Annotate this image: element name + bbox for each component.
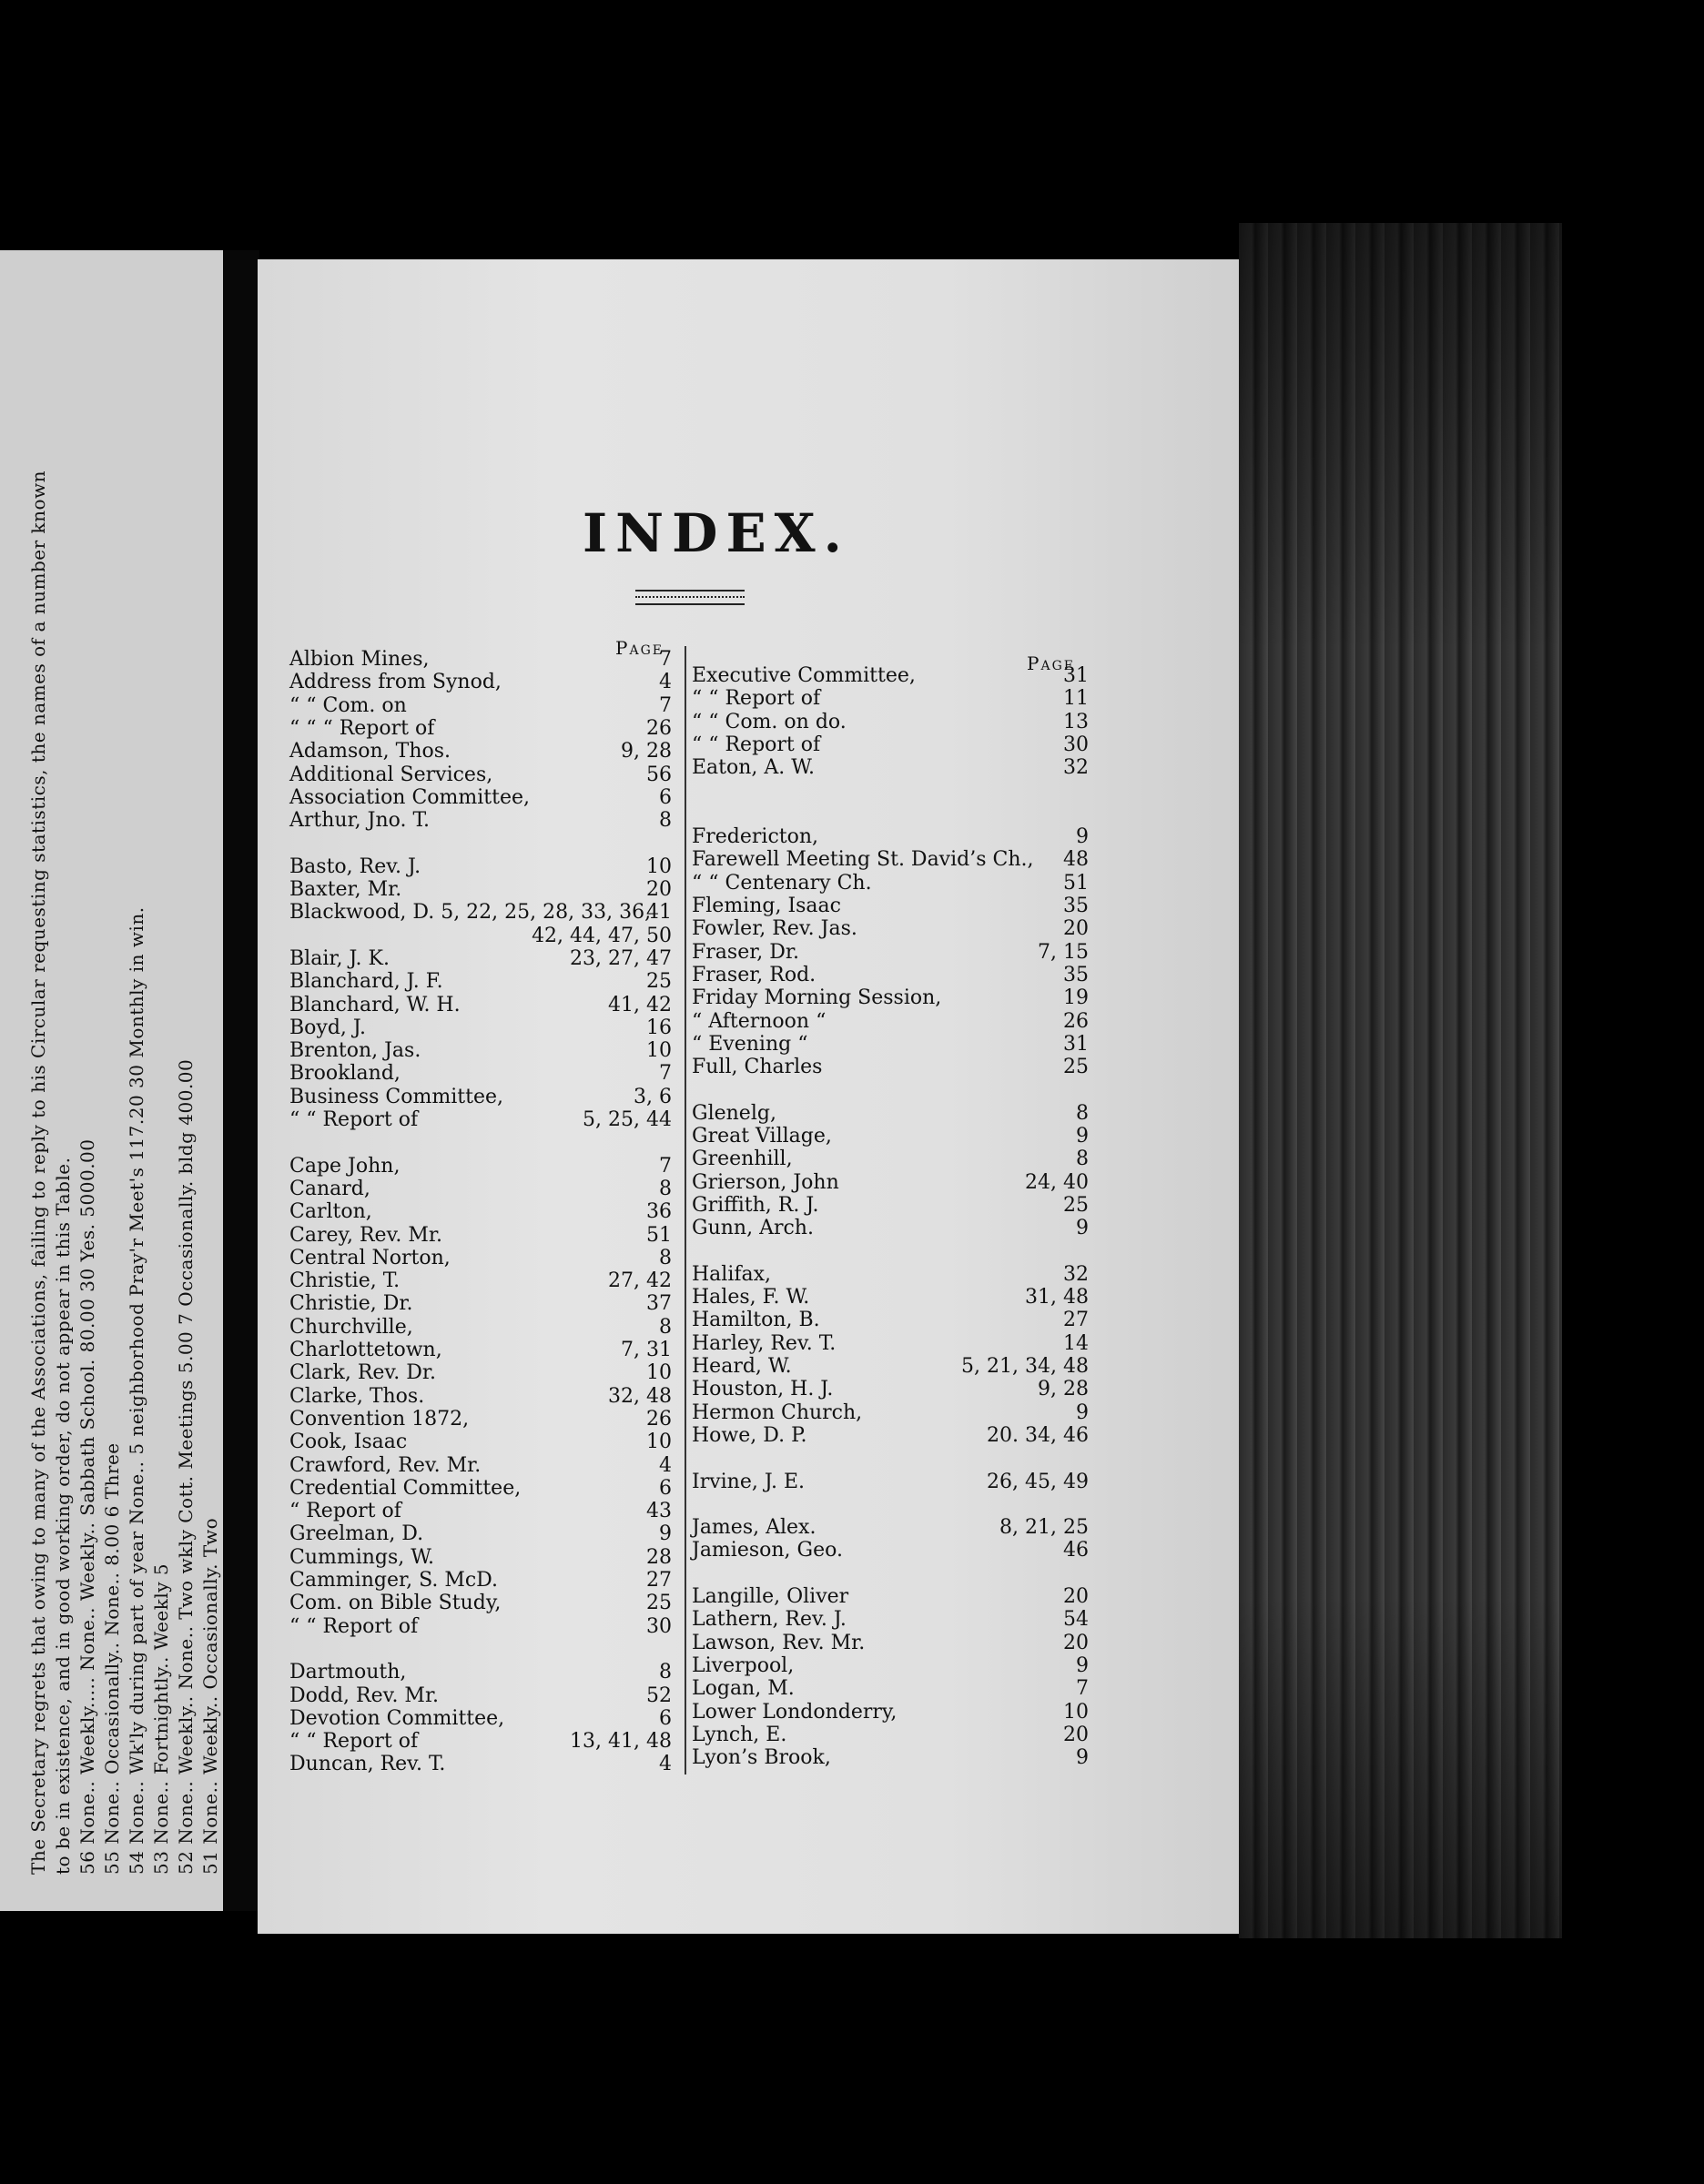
index-entry xyxy=(692,1240,1089,1264)
index-entry xyxy=(289,786,672,810)
table-row: 54 None.. Wk'ly during part of year None.. 5 neighborhood Pray'r Meet's 117.20 30 Monthly in win. xyxy=(126,906,147,1875)
entry-name: Glenelg, xyxy=(692,1101,776,1125)
entry-name: James, Alex. xyxy=(692,1516,816,1540)
index-entry xyxy=(692,1286,1089,1309)
entry-page-number: 4 xyxy=(659,1453,672,1477)
table-row: 51 None.. Weekly.. Occasionally. Two xyxy=(199,1517,221,1875)
page-column-heading: Page xyxy=(615,637,664,659)
entry-page-number: 14 xyxy=(1063,1331,1089,1355)
index-entry xyxy=(289,648,672,672)
entry-page-number: 9, 28 xyxy=(1038,1378,1089,1401)
entry-name: Arthur, Jno. T. xyxy=(289,809,430,833)
index-entry xyxy=(289,809,672,833)
index-entry xyxy=(289,1546,672,1570)
entry-page-number: 43 xyxy=(646,1500,672,1523)
entry-name: Fraser, Rod. xyxy=(692,963,816,986)
entry-name: Address from Synod, xyxy=(289,671,502,694)
entry-name: Lower Londonderry, xyxy=(692,1700,898,1724)
entry-page-number: 26 xyxy=(1063,1009,1089,1033)
index-entry xyxy=(692,825,1089,849)
entry-name: Brenton, Jas. xyxy=(289,1039,421,1063)
entry-name: Irvine, J. E. xyxy=(692,1470,805,1493)
index-entry xyxy=(692,1217,1089,1240)
index-entry xyxy=(289,763,672,787)
entry-name: Carlton, xyxy=(289,1200,372,1224)
entry-page-number: 9 xyxy=(1076,1653,1089,1677)
entry-name: “ “ Report of xyxy=(289,1108,419,1131)
index-entry xyxy=(692,1056,1089,1079)
index-entry xyxy=(692,1724,1089,1747)
index-entry xyxy=(692,1401,1089,1425)
title-rule xyxy=(635,596,745,598)
index-entry xyxy=(692,1539,1089,1562)
entry-page-number: 7, 31 xyxy=(621,1339,672,1361)
entry-name: Halifax, xyxy=(692,1262,772,1286)
index-entry xyxy=(289,1269,672,1293)
index-entry xyxy=(692,780,1089,804)
entry-page-number: 3, 6 xyxy=(634,1085,672,1108)
entry-name: Credential Committee, xyxy=(289,1476,522,1500)
entry-name: Brookland, xyxy=(289,1062,401,1086)
index-entry xyxy=(692,848,1089,872)
index-entry xyxy=(289,878,672,902)
entry-page-number: 10 xyxy=(1063,1700,1089,1724)
entry-name: “ “ Report of xyxy=(692,733,821,756)
entry-name: Convention 1872, xyxy=(289,1407,470,1431)
entry-name: Fraser, Dr. xyxy=(692,940,800,964)
entry-page-number: 8 xyxy=(1076,1148,1089,1171)
entry-name: “ Evening “ xyxy=(692,1032,808,1056)
entry-name: Com. on Bible Study, xyxy=(289,1592,502,1615)
entry-page-number: 13 xyxy=(1063,710,1089,733)
entry-page-number: 20 xyxy=(1063,1631,1089,1654)
index-entry xyxy=(692,1332,1089,1356)
index-entry xyxy=(289,1431,672,1454)
entry-page-number: 4 xyxy=(659,1753,672,1776)
index-entry xyxy=(289,1178,672,1201)
entry-name: Christie, T. xyxy=(289,1269,401,1293)
entry-page-number: 31 xyxy=(1063,664,1089,687)
entry-name: Devotion Committee, xyxy=(289,1706,505,1730)
index-entry xyxy=(692,756,1089,780)
entry-page-number: 31, 48 xyxy=(1025,1286,1089,1309)
entry-page-number: 54 xyxy=(1063,1608,1089,1632)
index-entry xyxy=(289,1361,672,1385)
left-page xyxy=(0,250,223,1911)
entry-name: Grierson, John xyxy=(692,1170,839,1194)
entry-page-number: 31 xyxy=(1063,1032,1089,1056)
index-entry xyxy=(289,694,672,718)
index-entry xyxy=(289,1408,672,1431)
entry-page-number: 25 xyxy=(646,1592,672,1615)
index-entry xyxy=(289,1108,672,1132)
entry-page-number: 28 xyxy=(646,1545,672,1569)
entry-page-number: 42, 44, 47, 50 xyxy=(532,924,672,947)
index-entry xyxy=(692,895,1089,918)
index-entry xyxy=(692,1585,1089,1609)
entry-page-number: 25 xyxy=(646,970,672,994)
index-entry xyxy=(289,901,672,925)
page-column-heading: Page xyxy=(1027,652,1075,674)
index-entry xyxy=(289,1224,672,1248)
entry-name: Executive Committee, xyxy=(692,664,916,687)
index-entry xyxy=(289,1200,672,1224)
entry-page-number: 8 xyxy=(1076,1101,1089,1125)
index-entry xyxy=(692,1654,1089,1678)
table-row: to be in existence, and in good working order, do not appear in this Table. xyxy=(52,1157,74,1875)
index-entry xyxy=(289,1086,672,1109)
entry-name: Blanchard, W. H. xyxy=(289,993,461,1016)
entry-page-number: 20 xyxy=(1063,1723,1089,1746)
entry-page-number: 26 xyxy=(646,1407,672,1431)
index-entry xyxy=(692,1471,1089,1494)
table-row: 52 None.. Weekly.. None.. Two wkly Cott. Meetings 5.00 7 Occasionally. bldg 400.00 xyxy=(175,1058,197,1875)
index-entry xyxy=(692,1125,1089,1148)
entry-name: Churchville, xyxy=(289,1315,413,1339)
entry-name: Griffith, R. J. xyxy=(692,1193,819,1217)
index-entry xyxy=(289,970,672,994)
entry-name: Logan, M. xyxy=(692,1677,795,1701)
entry-page-number: 11 xyxy=(1063,687,1089,711)
entry-name: “ “ Com. on xyxy=(289,693,407,717)
index-entry xyxy=(692,1078,1089,1102)
table-row: The Secretary regrets that owing to many of the Associations, failing to reply to his Circular requesting statistics, the names of a number known xyxy=(27,470,49,1875)
entry-page-number: 20 xyxy=(1063,1585,1089,1608)
entry-page-number: 51 xyxy=(646,1223,672,1247)
entry-page-number: 6 xyxy=(659,1706,672,1730)
index-entry xyxy=(692,1493,1089,1517)
entry-name: Additional Services, xyxy=(289,763,493,786)
entry-page-number: 5, 25, 44 xyxy=(583,1108,672,1131)
entry-name: Liverpool, xyxy=(692,1653,795,1677)
index-entry xyxy=(692,1148,1089,1171)
index-entry xyxy=(289,1592,672,1615)
index-entry xyxy=(289,1569,672,1592)
entry-name: Fowler, Rev. Jas. xyxy=(692,917,857,941)
index-entry xyxy=(692,1516,1089,1540)
entry-page-number: 46 xyxy=(1063,1539,1089,1562)
entry-page-number: 16 xyxy=(646,1016,672,1039)
entry-page-number: 6 xyxy=(659,1476,672,1500)
entry-page-number: 20 xyxy=(1063,917,1089,941)
entry-name: Lynch, E. xyxy=(692,1723,787,1746)
entry-page-number: 35 xyxy=(1063,963,1089,986)
entry-page-number: 37 xyxy=(646,1292,672,1316)
index-entry xyxy=(289,994,672,1017)
entry-name: Carey, Rev. Mr. xyxy=(289,1223,442,1247)
entry-page-number: 9 xyxy=(1076,1125,1089,1148)
column-divider xyxy=(685,646,686,1774)
entry-page-number: 26 xyxy=(646,716,672,740)
index-entry xyxy=(289,1292,672,1316)
entry-page-number: 30 xyxy=(646,1614,672,1638)
index-entry xyxy=(289,855,672,879)
index-entry xyxy=(289,1522,672,1546)
index-entry xyxy=(692,1010,1089,1034)
entry-page-number: 10 xyxy=(646,1039,672,1063)
entry-name: Lawson, Rev. Mr. xyxy=(692,1631,866,1654)
entry-name: Howe, D. P. xyxy=(692,1423,807,1447)
table-row: 55 None.. Occasionally.. None.. 8.00 6 Three xyxy=(101,1442,123,1875)
index-entry xyxy=(692,1632,1089,1655)
index-entry xyxy=(289,717,672,741)
page-title: INDEX. xyxy=(583,502,850,564)
index-entry xyxy=(289,1661,672,1684)
index-entry xyxy=(692,964,1089,987)
entry-page-number: 7, 15 xyxy=(1038,940,1089,964)
entry-name: “ Afternoon “ xyxy=(692,1009,827,1033)
index-entry xyxy=(289,1454,672,1478)
entry-name: Langille, Oliver xyxy=(692,1585,849,1608)
index-entry xyxy=(289,1753,672,1776)
index-entry xyxy=(289,1385,672,1409)
entry-name: Cape John, xyxy=(289,1154,401,1178)
entry-name: Charlottetown, xyxy=(289,1339,442,1361)
entry-name: Boyd, J. xyxy=(289,1016,367,1039)
index-entry xyxy=(692,1701,1089,1724)
entry-name: Eaton, A. W. xyxy=(692,756,816,780)
entry-name: Dartmouth, xyxy=(289,1661,407,1684)
entry-name: Baxter, Mr. xyxy=(289,878,402,901)
index-entry xyxy=(692,1424,1089,1448)
index-entry xyxy=(289,1062,672,1086)
entry-page-number: 27, 42 xyxy=(608,1269,672,1293)
index-entry xyxy=(692,1677,1089,1701)
entry-name: Lyon’s Brook, xyxy=(692,1746,831,1770)
book-gutter xyxy=(223,250,259,1911)
index-entry xyxy=(289,1615,672,1639)
entry-name: Clark, Rev. Dr. xyxy=(289,1361,436,1385)
index-entry xyxy=(692,711,1089,734)
index-entry xyxy=(289,1638,672,1662)
entry-page-number: 10 xyxy=(646,1361,672,1385)
index-entry xyxy=(289,1707,672,1731)
index-entry xyxy=(289,1155,672,1178)
index-entry xyxy=(692,664,1089,688)
entry-name: Blackwood, D. 5, 22, 25, 28, 33, 36, xyxy=(289,901,652,925)
entry-name: Greelman, D. xyxy=(289,1522,424,1546)
entry-page-number: 9 xyxy=(1076,1746,1089,1770)
entry-name: Fleming, Isaac xyxy=(692,895,841,917)
index-entry xyxy=(289,1684,672,1708)
entry-page-number: 8 xyxy=(659,1246,672,1269)
entry-page-number: 32 xyxy=(1063,1262,1089,1286)
index-entry xyxy=(692,1378,1089,1401)
entry-page-number: 20. 34, 46 xyxy=(987,1423,1089,1447)
entry-page-number: 41 xyxy=(646,901,672,925)
entry-name: Hales, F. W. xyxy=(692,1286,810,1309)
index-entry xyxy=(692,1263,1089,1287)
entry-page-number: 10 xyxy=(646,854,672,878)
index-entry xyxy=(289,1316,672,1340)
index-entry xyxy=(692,687,1089,711)
index-entry xyxy=(289,1131,672,1155)
entry-page-number: 7 xyxy=(1076,1677,1089,1701)
index-entry xyxy=(692,1746,1089,1770)
index-entry xyxy=(289,740,672,763)
entry-page-number: 9 xyxy=(1076,1217,1089,1240)
entry-name: Heard, W. xyxy=(692,1355,792,1378)
index-entry xyxy=(692,1102,1089,1126)
entry-name: Hamilton, B. xyxy=(692,1309,820,1332)
entry-page-number: 13, 41, 48 xyxy=(570,1730,672,1754)
index-entry xyxy=(692,803,1089,826)
entry-name: “ “ Report of xyxy=(692,687,821,711)
entry-page-number: 32, 48 xyxy=(608,1384,672,1408)
entry-page-number: 8 xyxy=(659,1177,672,1200)
entry-page-number: 27 xyxy=(1063,1309,1089,1332)
entry-name: Fredericton, xyxy=(692,825,819,849)
entry-name: Gunn, Arch. xyxy=(692,1217,814,1240)
entry-name: “ “ Com. on do. xyxy=(692,710,847,733)
index-entry xyxy=(289,1339,672,1362)
entry-page-number: 6 xyxy=(659,785,672,809)
index-entry xyxy=(289,947,672,971)
entry-page-number: 9, 28 xyxy=(621,740,672,763)
entry-page-number: 25 xyxy=(1063,1056,1089,1079)
entry-page-number: 7 xyxy=(659,693,672,717)
index-entry xyxy=(692,1171,1089,1195)
entry-page-number: 8 xyxy=(659,1315,672,1339)
table-row: 56 None.. Weekly..... None.. Weekly.. Sabbath School. 80.00 30 Yes. 5000.00 xyxy=(76,1138,98,1875)
entry-name: Adamson, Thos. xyxy=(289,740,451,763)
entry-page-number: 48 xyxy=(1063,848,1089,872)
entry-name: Association Committee, xyxy=(289,785,531,809)
entry-name: Blanchard, J. F. xyxy=(289,970,443,994)
index-entry xyxy=(289,1247,672,1270)
entry-name: Friday Morning Session, xyxy=(692,986,942,1010)
index-entry xyxy=(289,1039,672,1063)
entry-page-number: 10 xyxy=(646,1431,672,1454)
index-entry xyxy=(289,671,672,694)
entry-name: Christie, Dr. xyxy=(289,1292,413,1316)
entry-page-number: 25 xyxy=(1063,1193,1089,1217)
entry-name: Great Village, xyxy=(692,1125,832,1148)
entry-page-number: 26, 45, 49 xyxy=(987,1470,1089,1493)
entry-page-number: 4 xyxy=(659,671,672,694)
entry-page-number: 41, 42 xyxy=(608,993,672,1016)
entry-page-number: 8 xyxy=(659,1661,672,1684)
entry-page-number: 32 xyxy=(1063,756,1089,780)
index-entry xyxy=(692,1608,1089,1632)
entry-name: “ “ Centenary Ch. xyxy=(692,871,872,895)
entry-name: Duncan, Rev. T. xyxy=(289,1753,446,1776)
entry-page-number: 9 xyxy=(1076,1400,1089,1424)
index-entry xyxy=(289,1730,672,1754)
index-entry xyxy=(289,925,672,948)
index-entry xyxy=(289,1500,672,1523)
entry-name: Greenhill, xyxy=(692,1148,793,1171)
entry-page-number: 36 xyxy=(646,1200,672,1224)
index-entry xyxy=(289,1016,672,1040)
index-entry xyxy=(692,1309,1089,1332)
entry-name: “ “ “ Report of xyxy=(289,716,435,740)
entry-name: Business Committee, xyxy=(289,1085,503,1108)
index-entry xyxy=(692,872,1089,895)
index-entry xyxy=(692,1562,1089,1586)
entry-page-number: 24, 40 xyxy=(1025,1170,1089,1194)
entry-page-number: 56 xyxy=(646,763,672,786)
entry-name: Crawford, Rev. Mr. xyxy=(289,1453,482,1477)
entry-page-number: 8, 21, 25 xyxy=(999,1516,1089,1540)
entry-page-number: 52 xyxy=(646,1684,672,1707)
entry-page-number: 7 xyxy=(659,1154,672,1178)
entry-name: Cummings, W. xyxy=(289,1545,435,1569)
entry-name: Houston, H. J. xyxy=(692,1378,834,1401)
entry-page-number: 35 xyxy=(1063,895,1089,917)
index-entry xyxy=(692,1033,1089,1057)
index-entry xyxy=(692,941,1089,965)
index-entry xyxy=(692,733,1089,757)
entry-page-number: 30 xyxy=(1063,733,1089,756)
entry-name: Jamieson, Geo. xyxy=(692,1539,843,1562)
entry-page-number: 51 xyxy=(1063,871,1089,895)
entry-name: Blair, J. K. xyxy=(289,946,390,970)
entry-name: Cook, Isaac xyxy=(289,1431,408,1454)
entry-name: Hermon Church, xyxy=(692,1400,863,1424)
index-entry xyxy=(692,917,1089,941)
entry-page-number: 8 xyxy=(659,809,672,833)
entry-page-number: 5, 21, 34, 48 xyxy=(961,1355,1089,1378)
entry-page-number: 7 xyxy=(659,1062,672,1086)
entry-name: Canard, xyxy=(289,1177,370,1200)
entry-name: Lathern, Rev. J. xyxy=(692,1608,847,1632)
entry-page-number: 7 xyxy=(659,648,672,671)
entry-page-number: 19 xyxy=(1063,986,1089,1010)
entry-name: Albion Mines, xyxy=(289,648,430,671)
entry-page-number: 9 xyxy=(659,1522,672,1546)
index-entry xyxy=(289,1477,672,1501)
entry-name: Harley, Rev. T. xyxy=(692,1331,837,1355)
entry-page-number: 23, 27, 47 xyxy=(570,946,672,970)
index-entry xyxy=(692,1447,1089,1471)
entry-name: Basto, Rev. J. xyxy=(289,854,421,878)
index-entry xyxy=(692,1194,1089,1218)
entry-page-number: 9 xyxy=(1076,825,1089,849)
index-entry xyxy=(692,986,1089,1010)
entry-name: Dodd, Rev. Mr. xyxy=(289,1684,440,1707)
entry-page-number: 27 xyxy=(646,1569,672,1592)
table-row: 53 None.. Fortnightly.. Weekly 5 xyxy=(150,1562,172,1875)
entry-name: “ Report of xyxy=(289,1500,401,1523)
index-entry xyxy=(692,1355,1089,1379)
entry-page-number: 20 xyxy=(646,878,672,901)
entry-name: Central Norton, xyxy=(289,1246,451,1269)
entry-name: Farewell Meeting St. David’s Ch., xyxy=(692,848,1034,872)
entry-name: “ “ Report of xyxy=(289,1614,419,1638)
rotated-statistics-table xyxy=(0,273,221,1911)
entry-name: “ “ Report of xyxy=(289,1730,419,1754)
entry-name: Camminger, S. McD. xyxy=(289,1569,499,1592)
index-entry xyxy=(289,832,672,855)
entry-name: Clarke, Thos. xyxy=(289,1384,425,1408)
entry-name: Full, Charles xyxy=(692,1056,823,1079)
